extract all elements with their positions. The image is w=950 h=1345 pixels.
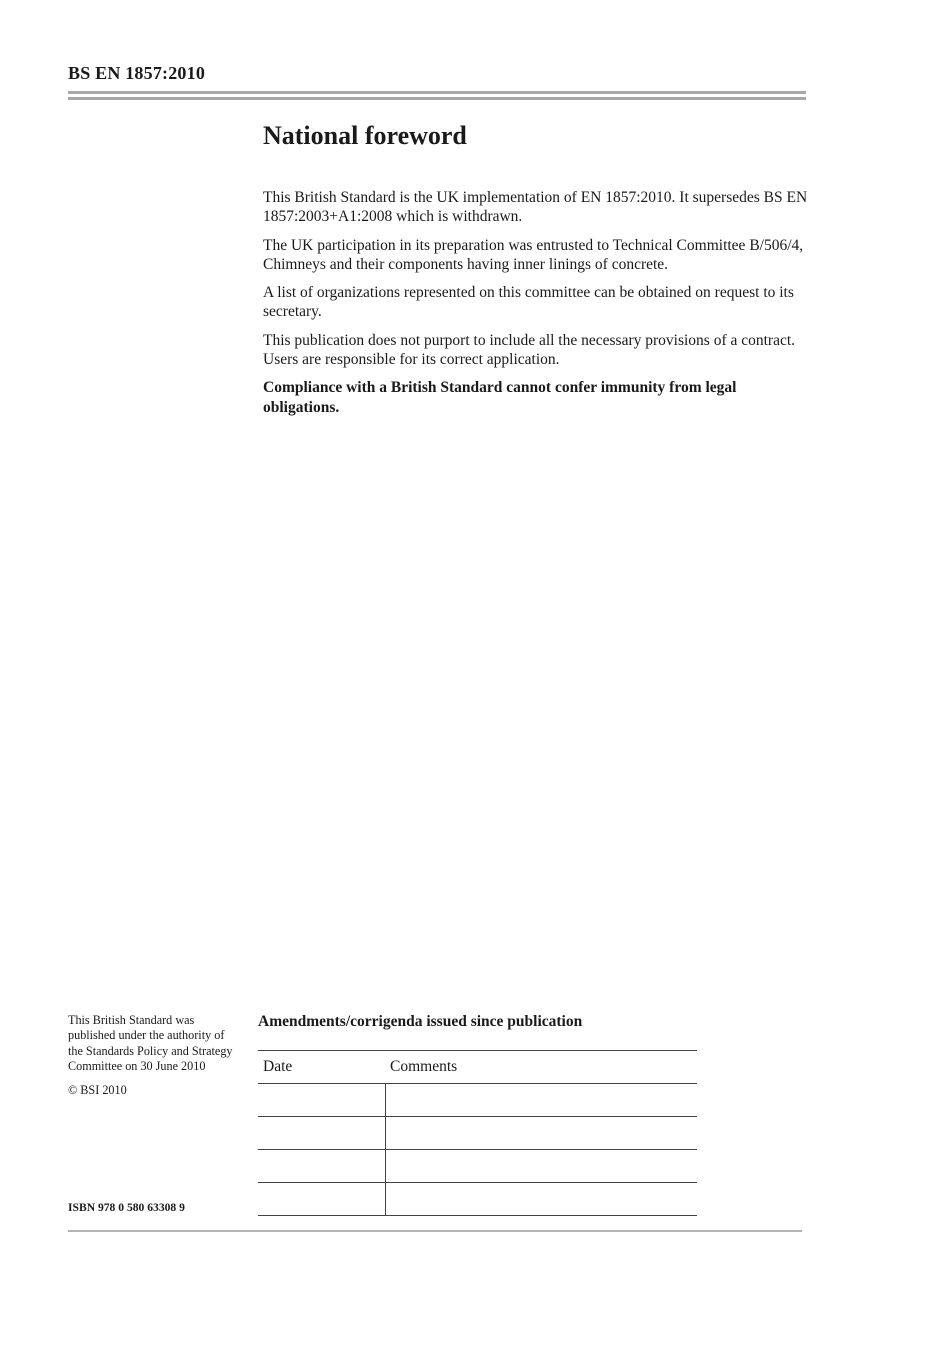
column-header-comments: Comments bbox=[385, 1051, 697, 1084]
amendments-title: Amendments/corrigenda issued since publication bbox=[258, 1013, 583, 1030]
paragraph-compliance: Compliance with a British Standard cannot confer immunity from legal obligations. bbox=[263, 379, 737, 416]
date-cell bbox=[258, 1084, 385, 1117]
paragraph-provisions: This publication does not purport to include all the necessary provisions of a contract. Users are responsible for its correct application. bbox=[263, 331, 796, 369]
footer-rule bbox=[68, 1230, 802, 1232]
page-title: National foreword bbox=[263, 121, 467, 150]
date-cell bbox=[258, 1183, 385, 1216]
paragraph-committee-list: A list of organizations represented on this committee can be obtained on request to its secretary. bbox=[263, 284, 794, 321]
column-header-date: Date bbox=[258, 1051, 385, 1084]
table-header-row bbox=[258, 1051, 697, 1084]
table-row bbox=[258, 1183, 697, 1216]
comments-cell bbox=[385, 1084, 697, 1117]
amendments-table bbox=[258, 1050, 697, 1216]
paragraph-implementation: This British Standard is the UK implementation of EN 1857:2010. It supersedes BS EN 1857:2003+A1:2008 which is withdrawn. bbox=[263, 189, 808, 226]
comments-cell bbox=[385, 1183, 697, 1216]
comments-cell bbox=[385, 1150, 697, 1183]
paragraph-participation: The UK participation in its preparation was entrusted to Technical Committee B/506/4, Chimneys and their components having inner linings of concrete. bbox=[263, 236, 804, 273]
publication-sidebar bbox=[68, 1013, 233, 1106]
table-row bbox=[258, 1150, 697, 1183]
table-row bbox=[258, 1084, 697, 1117]
table-row bbox=[258, 1117, 697, 1150]
copyright-notice: © BSI 2010 bbox=[68, 1082, 127, 1097]
header-double-rule bbox=[68, 91, 806, 100]
isbn: ISBN 978 0 580 63308 9 bbox=[68, 1201, 185, 1214]
document-code: BS EN 1857:2010 bbox=[68, 63, 206, 83]
foreword-body bbox=[263, 188, 811, 426]
date-cell bbox=[258, 1150, 385, 1183]
publication-note: This British Standard was published under the authority of the Standards Policy and Strategy Committee on 30 June 2010 bbox=[68, 1013, 233, 1074]
comments-cell bbox=[385, 1117, 697, 1150]
date-cell bbox=[258, 1117, 385, 1150]
